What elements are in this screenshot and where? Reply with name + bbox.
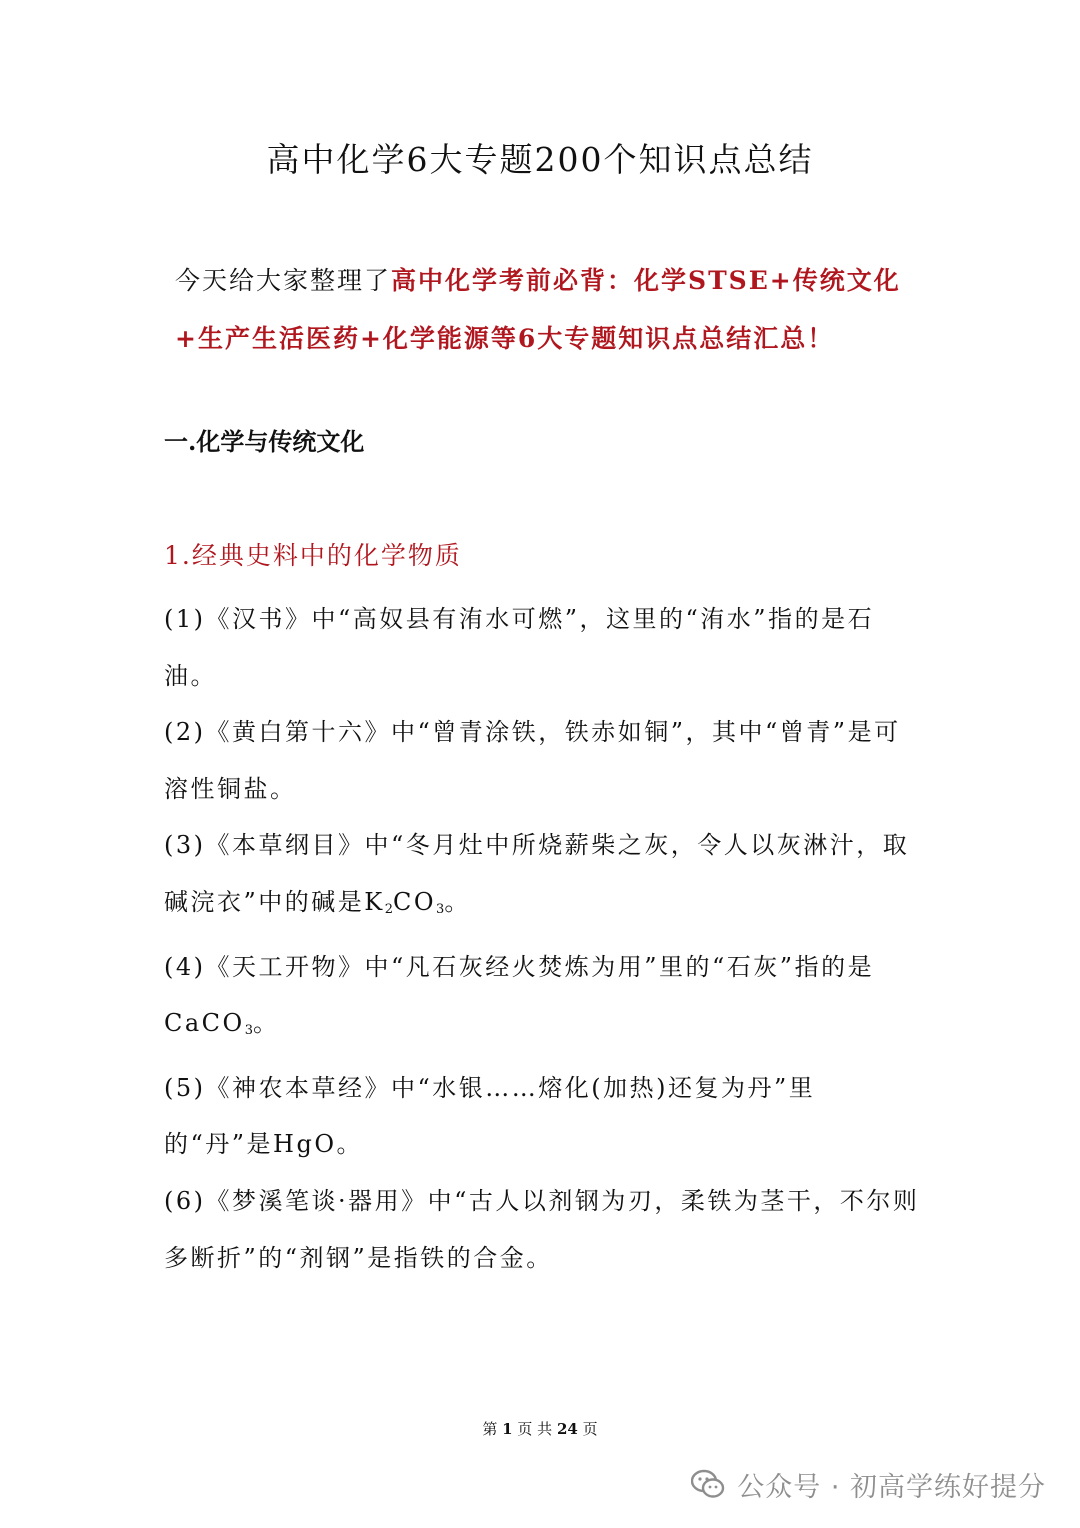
watermark-text: 公众号 · 初高学练好提分 <box>737 1471 1046 1503</box>
list-item: (5)《神农本草经》中“水银……熔化(加热)还复为丹”里的“丹”是HgO。 <box>164 1073 816 1159</box>
page-title: 高中化学6大专题200个知识点总结 <box>266 140 814 179</box>
section-heading: 一.化学与传统文化 <box>164 427 365 456</box>
list-item: (4)《天工开物》中“凡石灰经火焚炼为用”里的“石灰”指的是CaCO$_3$。 <box>164 952 875 1039</box>
sub-heading: 1.经典史料中的化学物质 <box>164 541 462 570</box>
list-item: (1)《汉书》中“高奴县有洧水可燃”，这里的“洧水”指的是石油。 <box>164 605 875 690</box>
page-number: 第 1 页 共 24 页 <box>482 1420 598 1438</box>
list-item: (6)《梦溪笔谈·器用》中“古人以剂钢为刃，柔铁为茎干，不尔则多断折”的“剂钢”是指铁的合金。 <box>164 1186 920 1272</box>
intro-highlight-text: 高中化学考前必背：化学STSE+传统文化+生产生活医药+化学能源等6大专题知识点总结汇总！ <box>175 266 901 353</box>
watermark <box>691 1462 1046 1506</box>
wechat-icon <box>691 1469 725 1499</box>
list-item: (2)《黄白第十六》中“曾青涂铁，铁赤如铜”，其中“曾青”是可溶性铜盐。 <box>164 718 901 803</box>
intro-paragraph <box>175 252 935 368</box>
item-list <box>164 591 924 1286</box>
list-item: (3)《本草纲目》中“冬月灶中所烧薪柴之灰，令人以灰淋汁，取碱浣衣”中的碱是$K_2CO_3$。 <box>164 831 910 917</box>
intro-plain-text: 今天给大家整理了 <box>175 266 392 295</box>
